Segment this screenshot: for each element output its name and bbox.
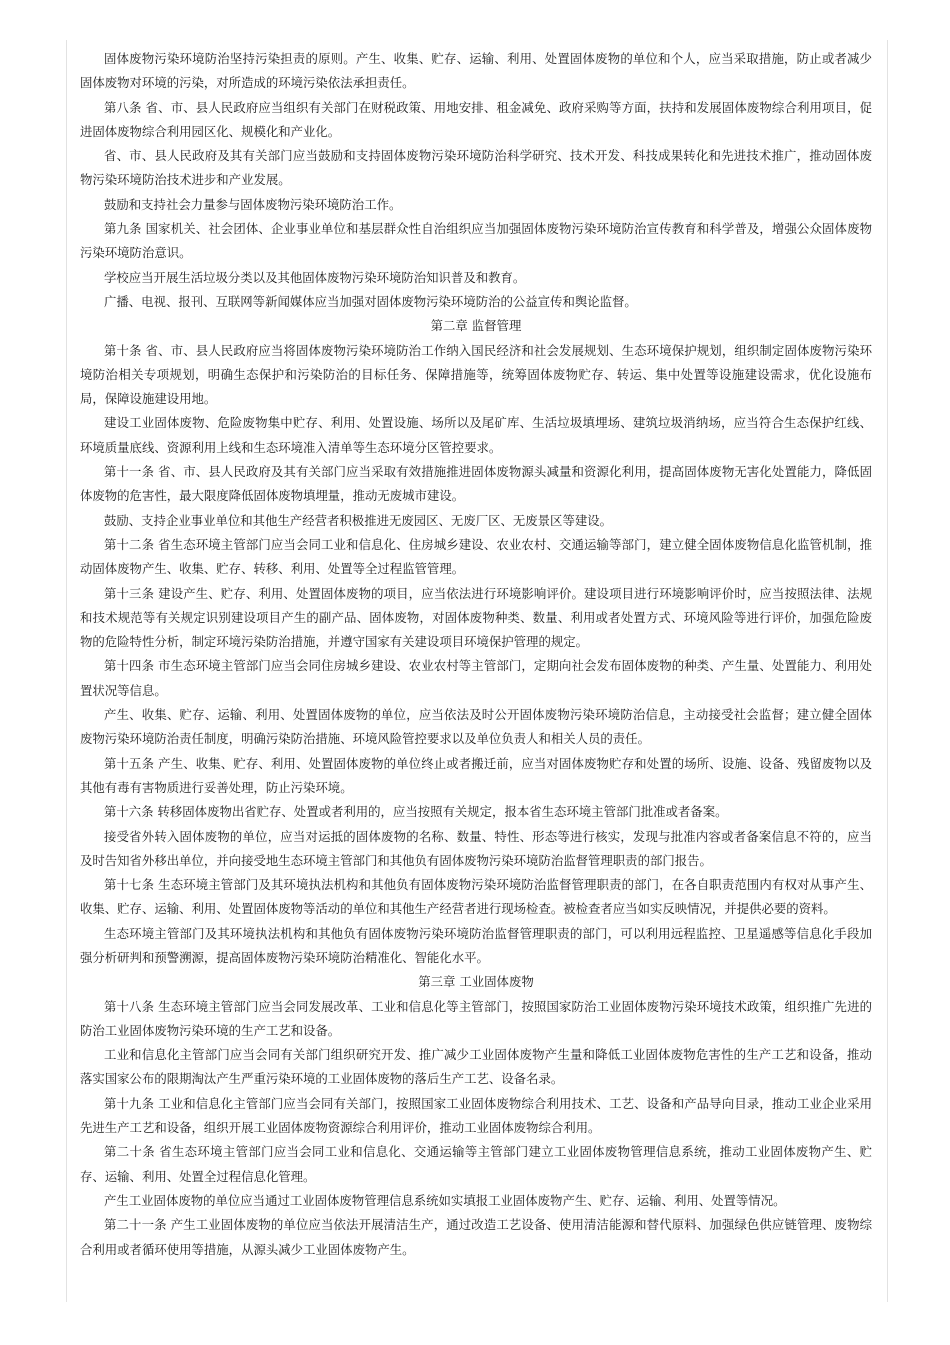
document-body (80, 47, 872, 1262)
paragraph: 广播、电视、报刊、互联网等新闻媒体应当加强对固体废物污染环境防治的公益宣传和舆论监督。 (104, 293, 637, 309)
chapter-3-heading: 第三章 工业固体废物 (418, 974, 534, 990)
paragraph: 生态环境主管部门及其环境执法机构和其他负有固体废物污染环境防治监督管理职责的部门，可以利用远程监控、卫星遥感等信息化手段加强分析研判和预警溯源，提高固体废物污染环境防治精准化、智能化水平。 (80, 925, 872, 965)
article-15: 第十五条 产生、收集、贮存、利用、处置固体废物的单位终止或者搬迁前，应当对固体废物贮存和处置的场所、设施、设备、残留废物以及其他有毒有害物质进行妥善处理，防止污染环境。 (80, 755, 872, 795)
article-20: 第二十条 省生态环境主管部门应当会同工业和信息化、交通运输等主管部门建立工业固体废物管理信息系统，推动工业固体废物产生、贮存、运输、利用、处置全过程信息化管理。 (80, 1144, 872, 1184)
article-14: 第十四条 市生态环境主管部门应当会同住房城乡建设、农业农村等主管部门，定期向社会发布固体废物的种类、产生量、处置能力、利用处置状况等信息。 (80, 658, 872, 698)
paragraph: 省、市、县人民政府及其有关部门应当鼓励和支持固体废物污染环境防治科学研究、技术开发、科技成果转化和先进技术推广，推动固体废物污染环境防治技术进步和产业发展。 (80, 148, 872, 188)
paragraph: 产生工业固体废物的单位应当通过工业固体废物管理信息系统如实填报工业固体废物产生、贮存、运输、利用、处置等情况。 (104, 1192, 786, 1208)
paragraph: 鼓励和支持社会力量参与固体废物污染环境防治工作。 (104, 196, 402, 212)
article-13: 第十三条 建设产生、贮存、利用、处置固体废物的项目，应当依法进行环境影响评价。建设项目进行环境影响评价时，应当按照法律、法规和技术规范等有关规定识别建设项目产生的副产品、固体废物，对固体废物种类、数量、利用或者处置方式、环境风险等进行评价，加强危险废物的危险特性分析，制定环境污染防治措施，并遵守国家有关建设项目环境保护管理的规定。 (80, 585, 872, 650)
paragraph: 接受省外转入固体废物的单位，应当对运抵的固体废物的名称、数量、特性、形态等进行核实，发现与批准内容或者备案信息不符的，应当及时告知省外移出单位，并向接受地生态环境主管部门和其他负有固体废物污染环境防治监督管理职责的部门报告。 (80, 828, 872, 868)
article-9: 第九条 国家机关、社会团体、企业事业单位和基层群众性自治组织应当加强固体废物污染环境防治宣传教育和科学普及，增强公众固体废物污染环境防治意识。 (80, 221, 872, 261)
article-12: 第十二条 省生态环境主管部门应当会同工业和信息化、住房城乡建设、农业农村、交通运输等部门，建立健全固体废物信息化监管机制，推动固体废物产生、收集、贮存、转移、利用、处置等全过程监管管理。 (80, 536, 872, 577)
paragraph: 固体废物污染环境防治坚持污染担责的原则。产生、收集、贮存、运输、利用、处置固体废物的单位和个人，应当采取措施，防止或者减少固体废物对环境的污染，对所造成的环境污染依法承担责任。 (80, 51, 872, 91)
article-10: 第十条 省、市、县人民政府应当将固体废物污染环境防治工作纳入国民经济和社会发展规划、生态环境保护规划，组织制定固体废物污染环境防治相关专项规划，明确生态保护和污染防治的目标任务、保障措施等，统筹固体废物贮存、转运、集中处置等设施建设需求，优化设施布局，保障设施建设用地。 (80, 342, 872, 407)
paragraph: 建设工业固体废物、危险废物集中贮存、利用、处置设施、场所以及尾矿库、生活垃圾填埋场、建筑垃圾消纳场，应当符合生态保护红线、环境质量底线、资源利用上线和生态环境准入清单等生态环境分区管控要求。 (80, 415, 872, 455)
article-8: 第八条 省、市、县人民政府应当组织有关部门在财税政策、用地安排、租金减免、政府采购等方面，扶持和发展固体废物综合利用项目，促进固体废物综合利用园区化、规模化和产业化。 (80, 99, 872, 139)
paragraph: 工业和信息化主管部门应当会同有关部门组织研究开发、推广减少工业固体废物产生量和降低工业固体废物危害性的生产工艺和设备，推动落实国家公布的限期淘汰产生严重污染环境的工业固体废物的落后生产工艺、设备名录。 (80, 1047, 872, 1087)
paragraph: 学校应当开展生活垃圾分类以及其他固体废物污染环境防治知识普及和教育。 (104, 269, 526, 285)
article-18: 第十八条 生态环境主管部门应当会同发展改革、工业和信息化等主管部门，按照国家防治工业固体废物污染环境技术政策，组织推广先进的防治工业固体废物污染环境的生产工艺和设备。 (80, 998, 872, 1038)
article-11: 第十一条 省、市、县人民政府及其有关部门应当采取有效措施推进固体废物源头减量和资源化利用，提高固体废物无害化处置能力，降低固体废物的危害性，最大限度降低固体废物填埋量，推动无废城市建设。 (80, 464, 872, 504)
article-21: 第二十一条 产生工业固体废物的单位应当依法开展清洁生产，通过改造工艺设备、使用清洁能源和替代原料、加强绿色供应链管理、废物综合利用或者循环使用等措施，从源头减少工业固体废物产生。 (80, 1217, 872, 1257)
article-17: 第十七条 生态环境主管部门及其环境执法机构和其他负有固体废物污染环境防治监督管理职责的部门，在各自职责范围内有权对从事产生、收集、贮存、运输、利用、处置固体废物等活动的单位和其他生产经营者进行现场检查。被检查者应当如实反映情况，并提供必要的资料。 (80, 877, 872, 917)
chapter-2-heading: 第二章 监督管理 (430, 318, 522, 334)
article-16: 第十六条 转移固体废物出省贮存、处置或者利用的，应当按照有关规定，报本省生态环境主管部门批准或者备案。 (104, 804, 728, 820)
paragraph: 产生、收集、贮存、运输、利用、处置固体废物的单位，应当依法及时公开固体废物污染环境防治信息，主动接受社会监督；建立健全固体废物污染环境防治责任制度，明确污染防治措施、环境风险管控要求以及单位负责人和相关人员的责任。 (80, 707, 872, 747)
paragraph: 鼓励、支持企业事业单位和其他生产经营者积极推进无废园区、无废厂区、无废景区等建设。 (104, 512, 613, 528)
article-19: 第十九条 工业和信息化主管部门应当会同有关部门，按照国家工业固体废物综合利用技术、工艺、设备和产品导向目录，推动工业企业采用先进生产工艺和设备，组织开展工业固体废物资源综合利用评价，推动工业固体废物综合利用。 (80, 1095, 872, 1136)
